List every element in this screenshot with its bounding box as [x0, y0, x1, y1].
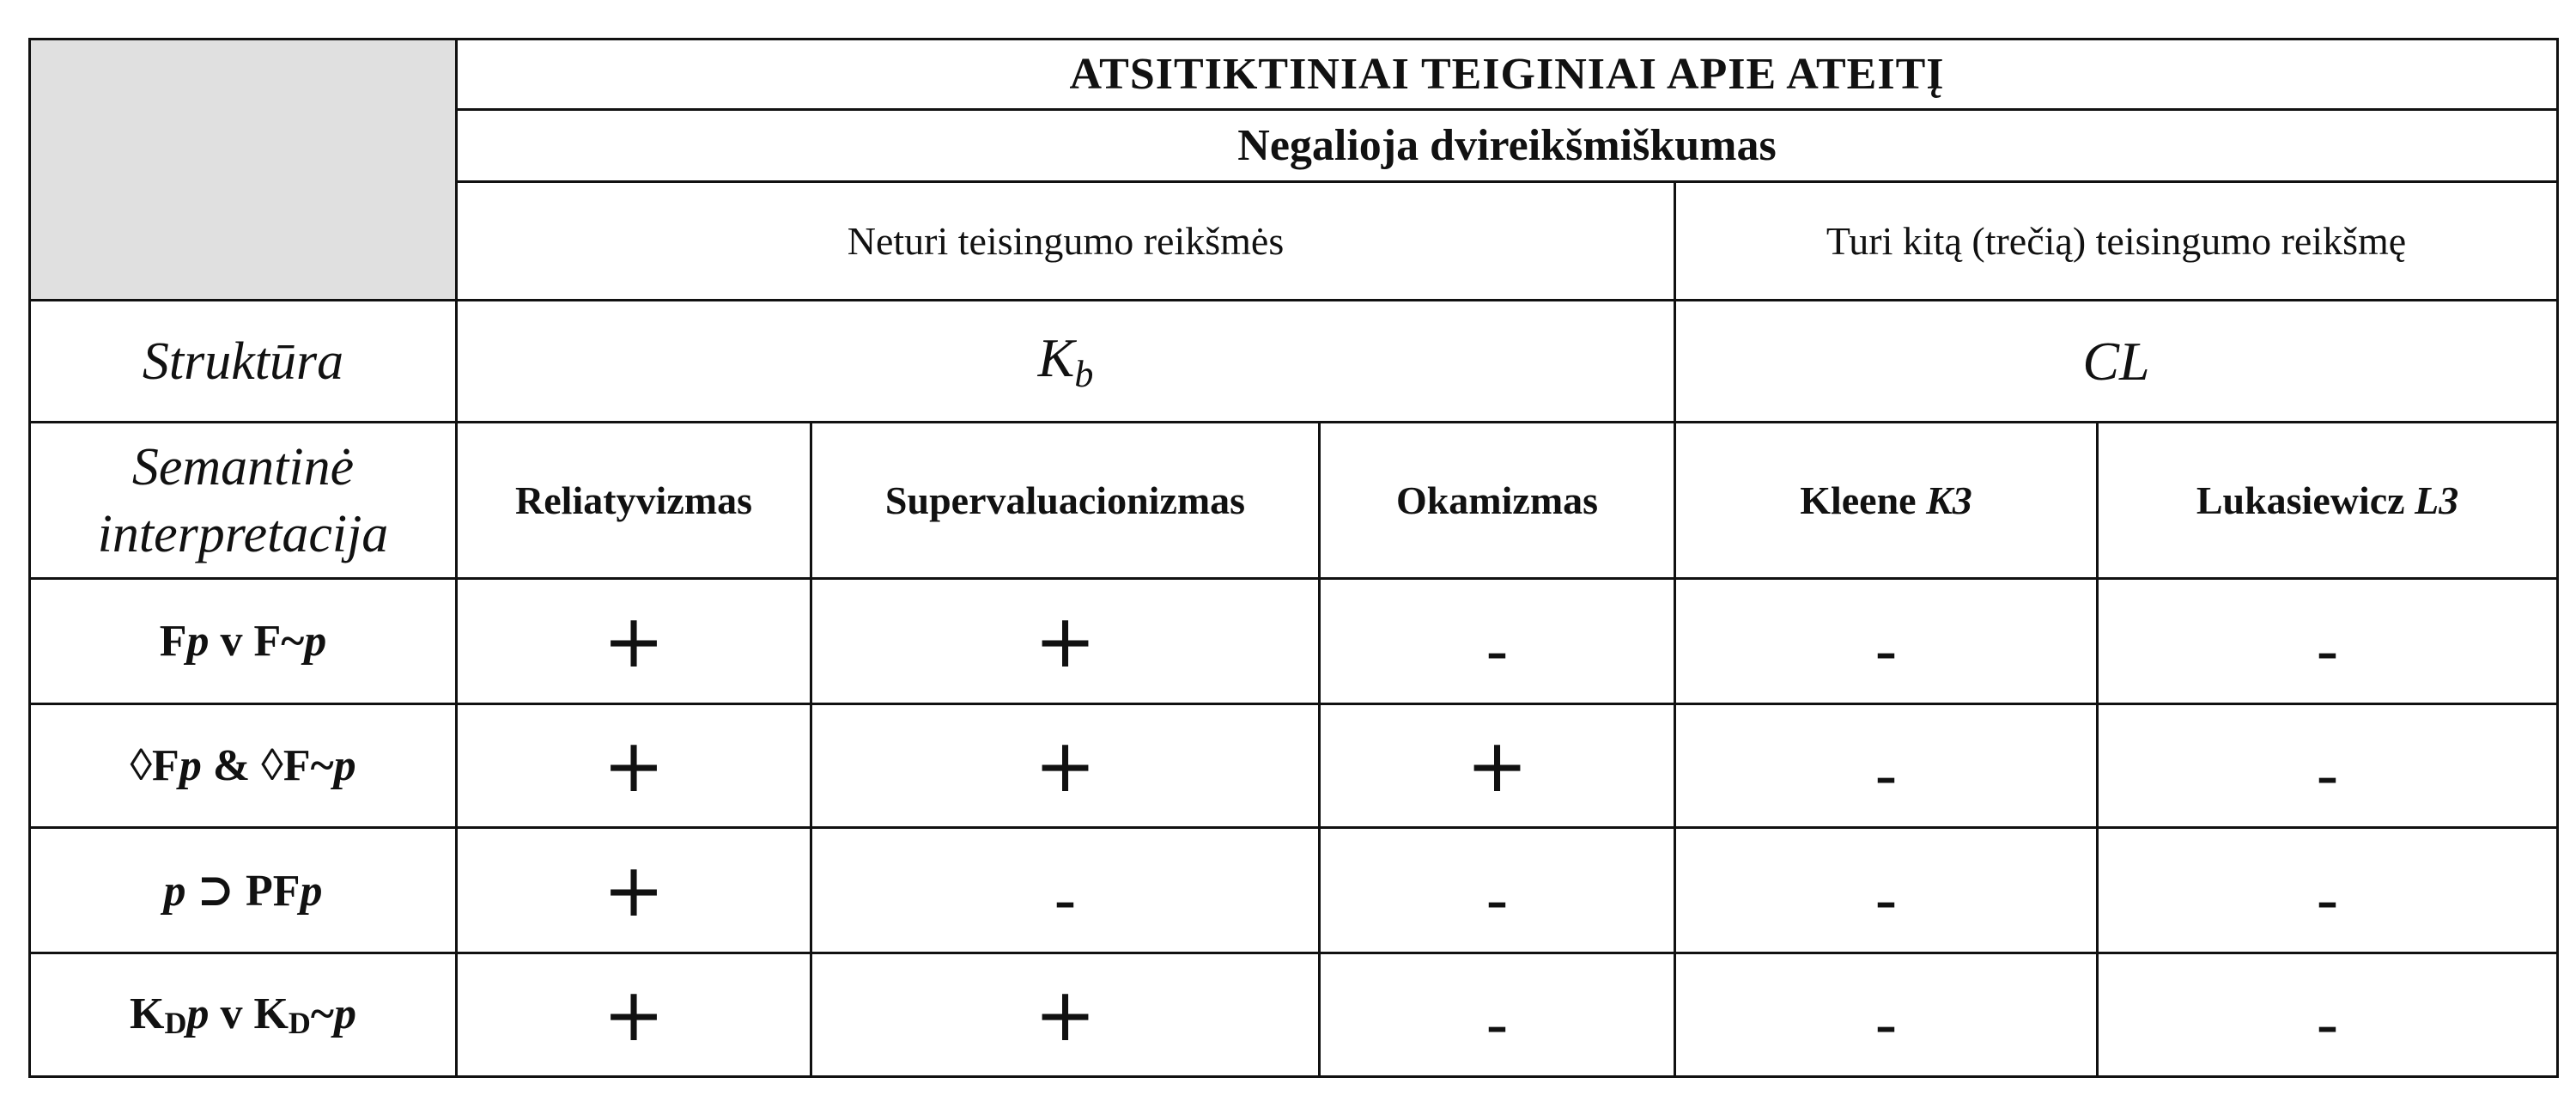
- minus-mark: -: [1874, 739, 1898, 813]
- group-no-truth-value: Neturi teisingumo reikšmės: [457, 182, 1675, 301]
- value-cell: [811, 828, 1320, 953]
- value-cell: [1320, 953, 1675, 1077]
- column-header-lukasiewicz-l3: Lukasiewicz L3: [2098, 423, 2558, 579]
- value-cell: [457, 953, 811, 1077]
- column-header-kleene-k3: Kleene K3: [1675, 423, 2098, 579]
- value-cell: [1675, 579, 2098, 704]
- column-header-ockhamism: Okamizmas: [1320, 423, 1675, 579]
- minus-mark: -: [1485, 988, 1509, 1062]
- plus-mark: +: [1034, 722, 1097, 809]
- table-row: [30, 953, 2558, 1077]
- structure-cl: CL: [1675, 301, 2558, 423]
- value-cell: [457, 704, 811, 828]
- corner-cell: [30, 40, 457, 301]
- formula-cell: $K_Dp$ v $K_D\sim p$: [30, 953, 457, 1077]
- plus-mark: +: [602, 722, 665, 809]
- value-cell: [1675, 953, 2098, 1077]
- value-cell: [1675, 828, 2098, 953]
- column-header-supervaluationism: Supervaluacionizmas: [811, 423, 1320, 579]
- formula-cell: p ⊃ PFp: [30, 828, 457, 953]
- minus-mark: -: [2316, 739, 2339, 813]
- minus-mark: -: [1054, 863, 1077, 938]
- value-cell: [457, 579, 811, 704]
- table-row: [30, 828, 2558, 953]
- value-cell: [1320, 828, 1675, 953]
- value-cell: [811, 953, 1320, 1077]
- formula-cell: Fp v F~p: [30, 579, 457, 704]
- formula-cell: ◊Fp & ◊F~p: [30, 704, 457, 828]
- value-cell: [2098, 704, 2558, 828]
- minus-mark: -: [1485, 863, 1509, 938]
- plus-mark: +: [1466, 722, 1528, 809]
- minus-mark: -: [1874, 863, 1898, 938]
- minus-mark: -: [2316, 863, 2339, 938]
- truth-value-table: [28, 38, 2559, 1078]
- value-cell: [811, 704, 1320, 828]
- table-title: ATSITIKTINIAI TEIGINIAI APIE ATEITĮ: [457, 40, 2558, 110]
- value-cell: [2098, 579, 2558, 704]
- semantic-interpretation-label: Semantinė interpretacija: [30, 423, 457, 579]
- plus-mark: +: [1034, 598, 1097, 685]
- table-row: [30, 704, 2558, 828]
- structure-kb: $K_b$: [457, 301, 1675, 423]
- minus-mark: -: [1874, 614, 1898, 689]
- value-cell: [1320, 704, 1675, 828]
- table-row: [30, 579, 2558, 704]
- plus-mark: +: [602, 598, 665, 685]
- value-cell: [1320, 579, 1675, 704]
- value-cell: [457, 828, 811, 953]
- value-cell: [1675, 704, 2098, 828]
- minus-mark: -: [1485, 614, 1509, 689]
- value-cell: [2098, 953, 2558, 1077]
- minus-mark: -: [2316, 614, 2339, 689]
- minus-mark: -: [1874, 988, 1898, 1062]
- column-header-relativism: Reliatyvizmas: [457, 423, 811, 579]
- value-cell: [811, 579, 1320, 704]
- plus-mark: +: [1034, 971, 1097, 1058]
- value-cell: [2098, 828, 2558, 953]
- plus-mark: +: [602, 971, 665, 1058]
- group-third-truth-value: Turi kitą (trečią) teisingumo reikšmę: [1675, 182, 2558, 301]
- structure-label: Struktūra: [30, 301, 457, 423]
- plus-mark: +: [602, 847, 665, 934]
- minus-mark: -: [2316, 988, 2339, 1062]
- table-subtitle: Negalioja dvireikšmiškumas: [457, 110, 2558, 182]
